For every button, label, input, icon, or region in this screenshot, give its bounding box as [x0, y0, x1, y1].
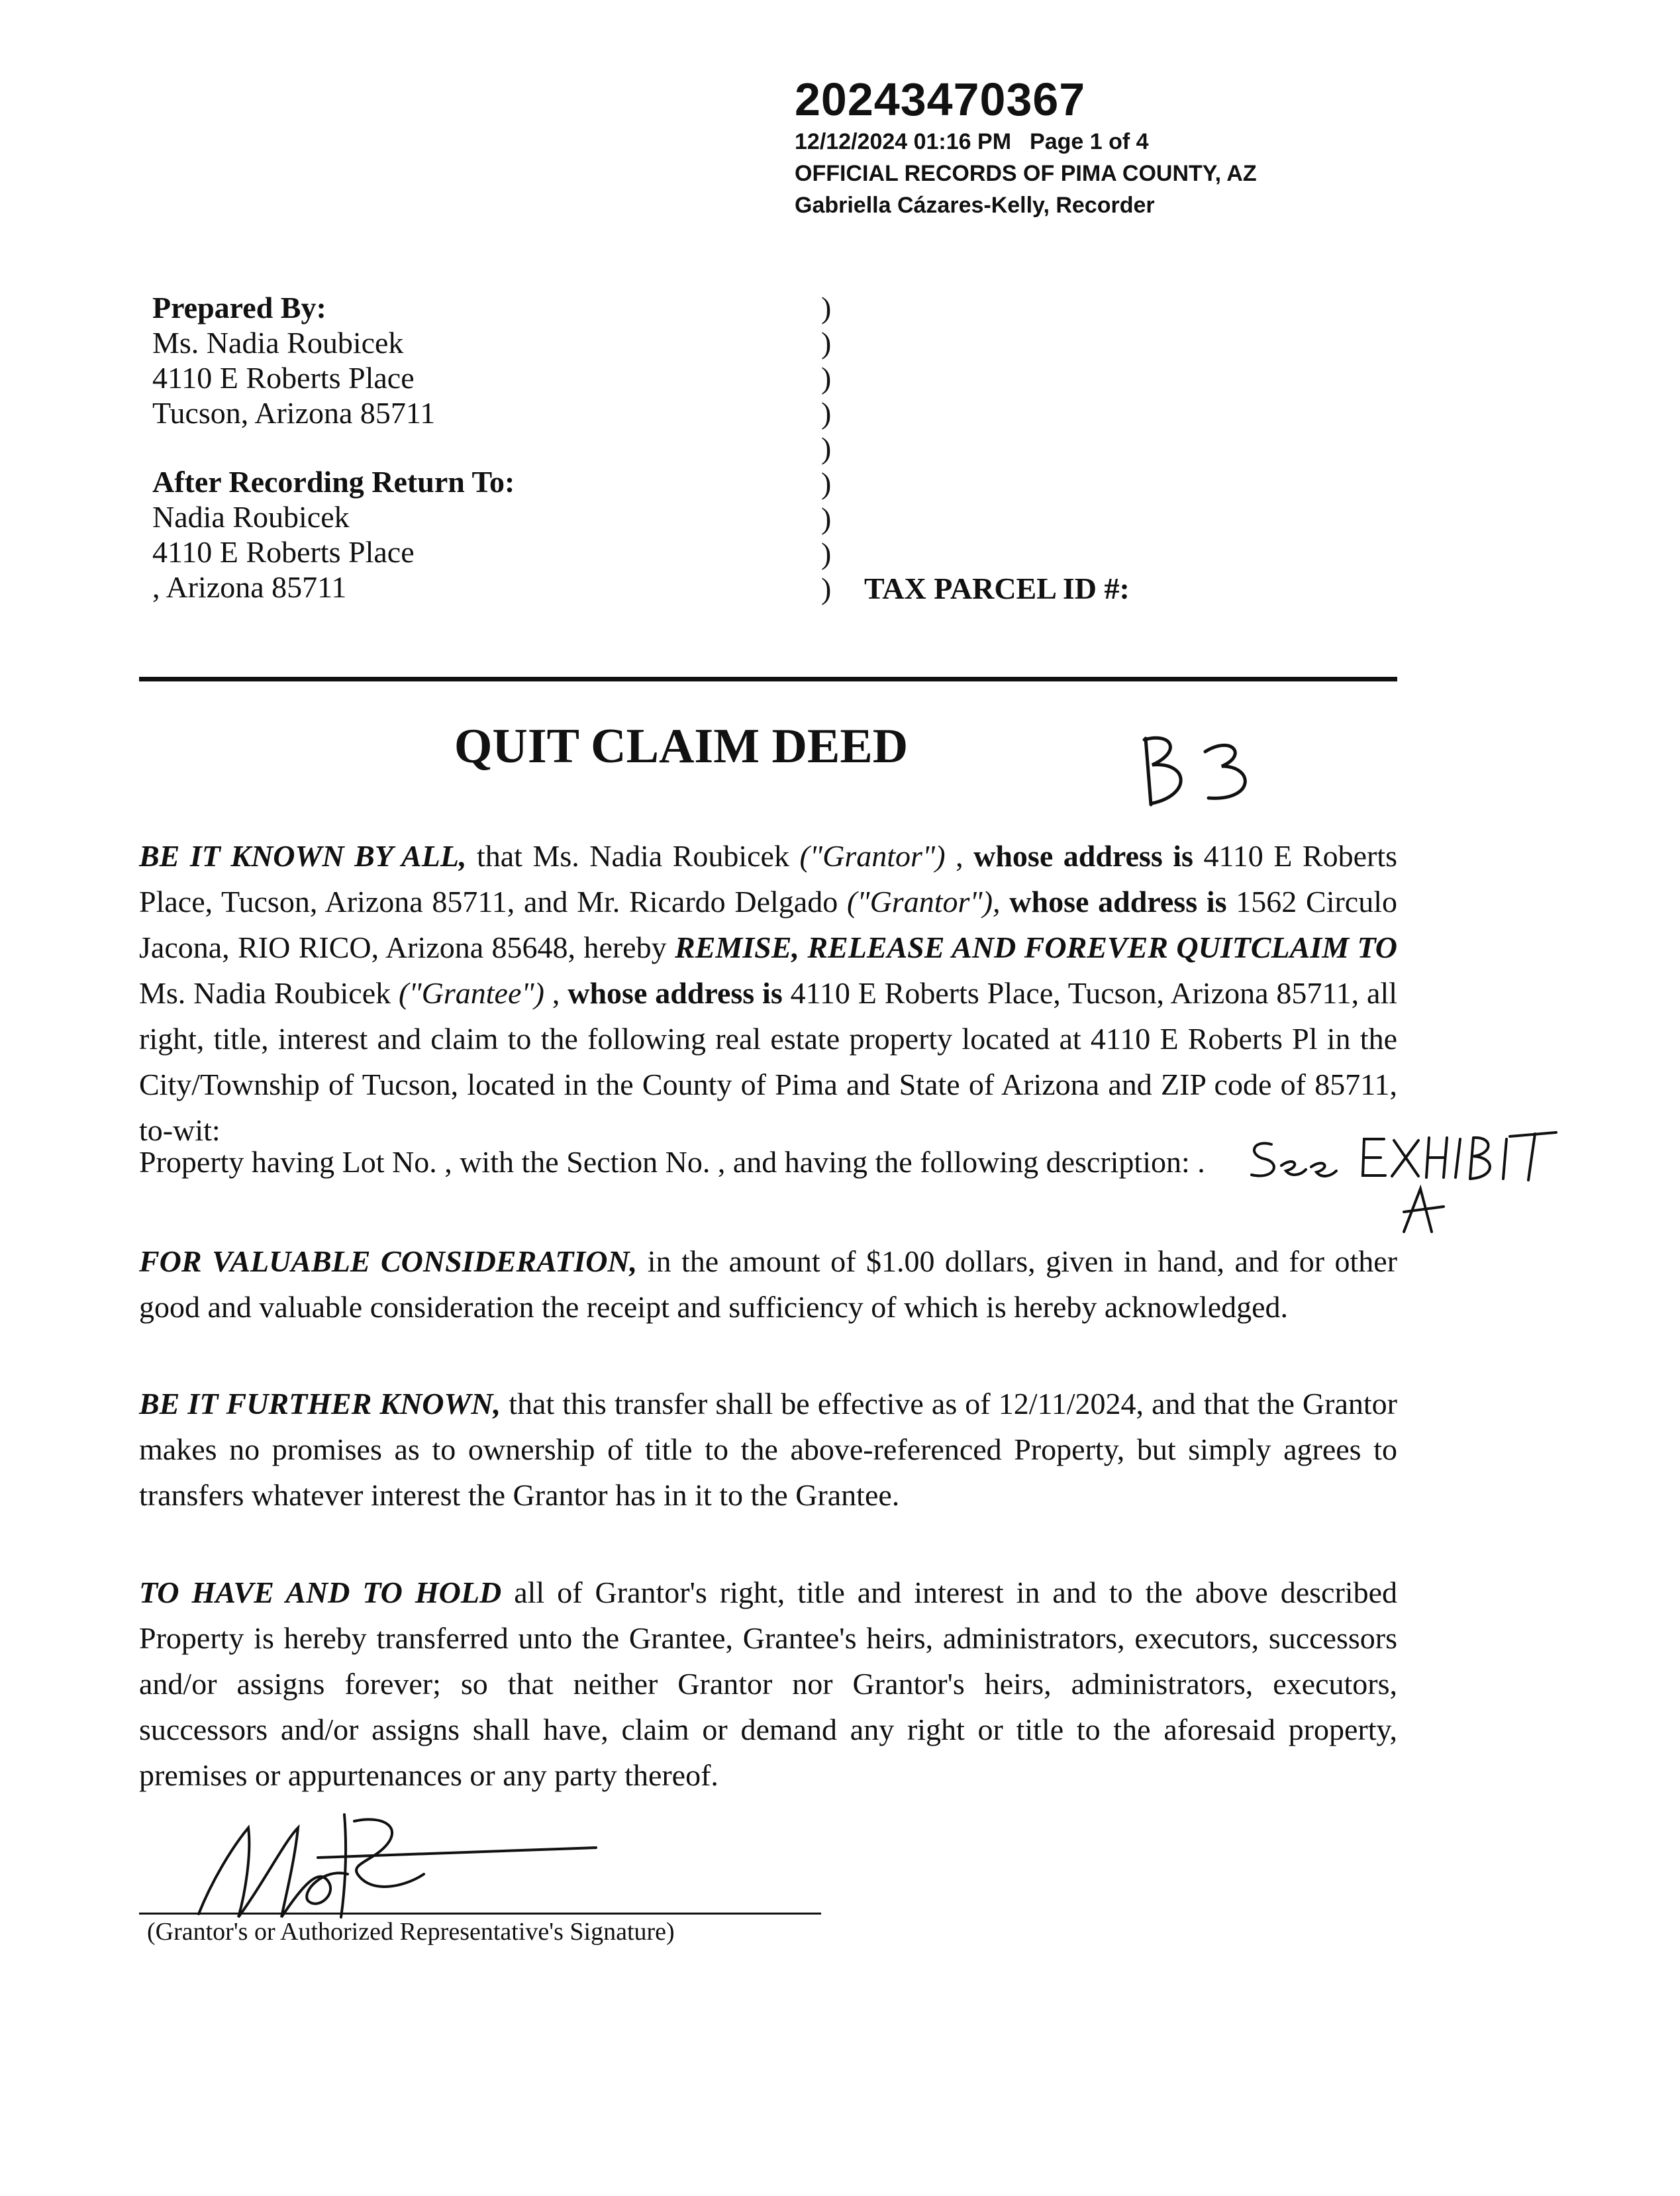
tax-parcel-label: TAX PARCEL ID #: — [864, 572, 1130, 605]
return-to-label: After Recording Return To: — [152, 465, 515, 499]
paragraph-text: in the amount of $1.00 dollars, given in hand, and for other good and valuable consideration the receipt and sufficiency of which is hereby acknowledged. — [139, 1244, 1398, 1324]
return-street: 4110 E Roberts Place — [152, 535, 415, 569]
page-indicator: Page 1 of 4 — [1030, 129, 1149, 154]
preparer-city: Tucson, Arizona 85711 — [152, 396, 436, 430]
whose-address-label: whose address is — [568, 976, 783, 1010]
bracket: ) — [821, 326, 832, 360]
bracket: ) — [821, 536, 832, 570]
further-known-lead: BE IT FURTHER KNOWN, — [139, 1387, 501, 1421]
bracket: ) — [821, 501, 832, 535]
whose-address-label: whose address is — [973, 839, 1193, 873]
handwritten-b3-annotation — [1132, 725, 1278, 818]
grantor-term: ("Grantor"), — [846, 885, 1001, 919]
paragraph-text: 4110 E Roberts Place, Tucson, Arizona 85711, and Mr. Ricardo Delgado — [139, 839, 1397, 919]
preparer-street: 4110 E Roberts Place — [152, 361, 415, 395]
paragraph-text: that this transfer shall be effective as of 12/11/2024, and that the Grantor makes no promises as to ownership of title to the above-referenced Property, but simply agrees to transfers whatever interest the Grantor has in it to the Grantee. — [139, 1387, 1397, 1512]
bracket: ) — [821, 291, 832, 324]
paragraph-text: 4110 E Roberts Place, Tucson, Arizona 85711, all right, title, interest and claim to the following real estate property located at 4110 E Roberts Pl in the City/Township of Tucson, located in the County of Pima and State of Arizona and ZIP code of 85711, to-wit: — [139, 976, 1398, 1147]
habendum-paragraph — [139, 1570, 1397, 1798]
further-known-paragraph — [139, 1381, 1397, 1518]
paragraph-text: that Ms. Nadia Roubicek — [466, 839, 800, 873]
paragraph-text: all of Grantor's right, title and interest in and to the above described Property is hereby transferred unto the Grantee, Grantee's heirs, administrators, executors, successors and/or assigns forever; so that neither Grantor nor Grantor's heirs, administrators, executors, successors and/or assigns shall have, claim or demand any right or title to the aforesaid property, premises or appurtenances or any party thereof. — [139, 1575, 1397, 1792]
grantor-term: ("Grantor") — [799, 839, 946, 873]
bracket: ) — [821, 396, 832, 430]
whose-address-label: whose address is — [1009, 885, 1227, 919]
title-text: QUIT CLAIM DEED — [454, 719, 909, 774]
paragraph-text: , — [945, 839, 974, 873]
document-title — [0, 719, 1680, 775]
paragraph-text: 1562 Circulo Jacona, RIO RICO, Arizona 85648, hereby — [139, 885, 1398, 964]
bracket: ) — [821, 361, 832, 395]
be-it-known-lead: BE IT KNOWN BY ALL, — [139, 839, 467, 873]
consideration-paragraph — [139, 1238, 1397, 1330]
grantee-term: ("Grantee") — [399, 976, 545, 1010]
prepared-by-label: Prepared By: — [152, 291, 326, 324]
header-divider — [139, 677, 1397, 681]
property-description-paragraph: Property having Lot No. , with the Section No. , and having the following description: . — [139, 1145, 1205, 1179]
have-and-hold-lead: TO HAVE AND TO HOLD — [139, 1575, 502, 1609]
recording-stamp — [795, 73, 1257, 221]
paragraph-text: , — [544, 976, 568, 1010]
document-number: 20243470367 — [795, 74, 1086, 125]
consideration-lead: FOR VALUABLE CONSIDERATION, — [139, 1244, 638, 1278]
return-name: Nadia Roubicek — [152, 500, 350, 534]
bracket: ) — [821, 431, 832, 465]
paragraph-text — [1001, 885, 1010, 919]
recording-date-line — [795, 126, 1257, 158]
bracket: ) — [821, 466, 832, 500]
remise-clause: REMISE, RELEASE AND FOREVER QUITCLAIM TO — [675, 930, 1398, 964]
records-office: OFFICIAL RECORDS OF PIMA COUNTY, AZ — [795, 161, 1257, 186]
handwritten-see-exhibit-annotation — [1245, 1119, 1603, 1238]
recording-datetime: 12/12/2024 01:16 PM — [795, 129, 1012, 154]
preparer-name: Ms. Nadia Roubicek — [152, 326, 404, 360]
signature-line — [139, 1913, 821, 1915]
grant-paragraph — [139, 833, 1397, 1153]
paragraph-text: Ms. Nadia Roubicek — [139, 976, 399, 1010]
recorder-name: Gabriella Cázares-Kelly, Recorder — [795, 193, 1155, 218]
return-city: , Arizona 85711 — [152, 570, 347, 604]
bracket: ) — [821, 572, 832, 605]
signature-caption: (Grantor's or Authorized Representative's Signature) — [147, 1918, 675, 1946]
return-to-block — [152, 464, 515, 605]
bracket-column — [821, 290, 831, 606]
prepared-by-block — [152, 290, 435, 430]
